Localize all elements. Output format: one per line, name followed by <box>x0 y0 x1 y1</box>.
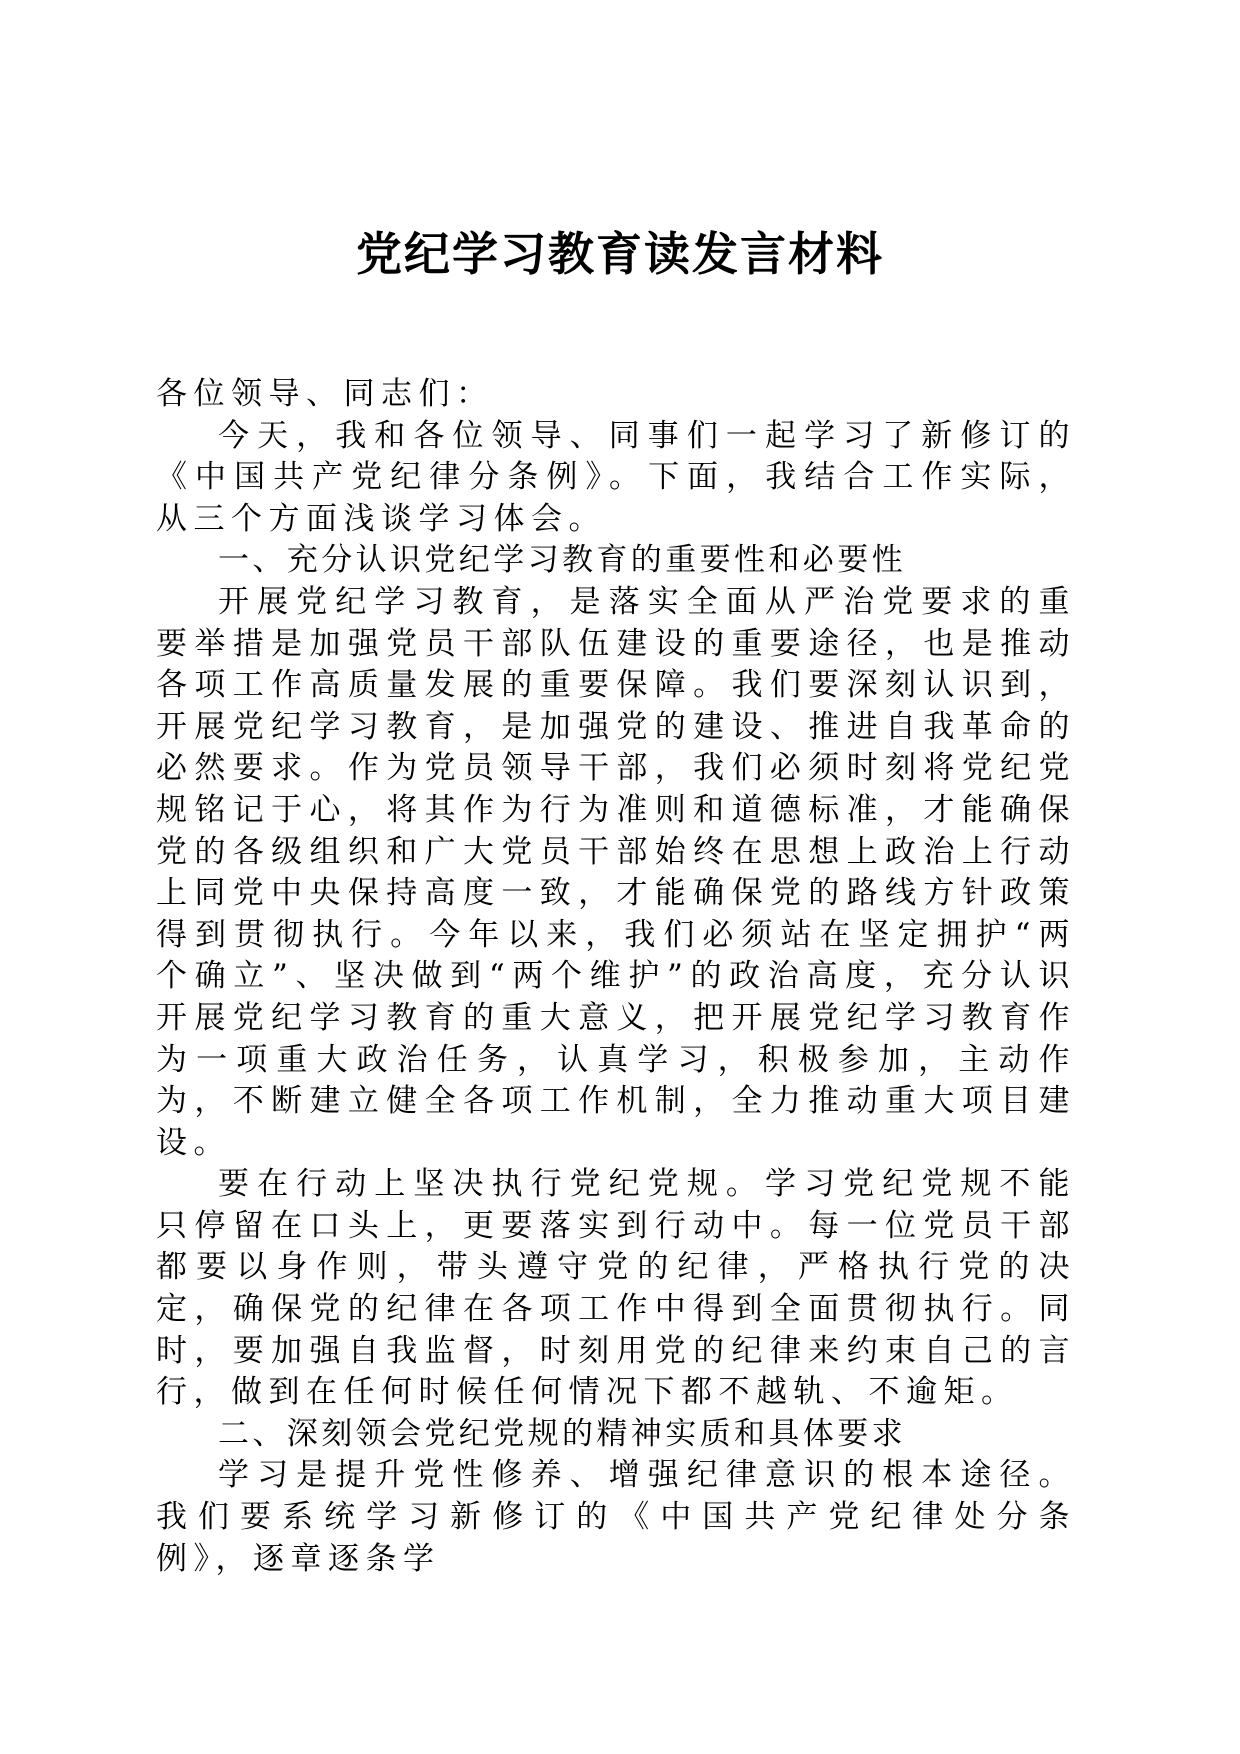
section-1-paragraph-2: 要在行动上坚决执行党纪党规。学习党纪党规不能只停留在口头上，更要落实到行动中。每一位党员干部都要以身作则，带头遵守党的纪律，严格执行党的决定，确保党的纪律在各项工作中得到全面贯彻执行。同时，要加强自我监督，时刻用党的纪律来约束自己的言行，做到在任何时候任何情况下都不越轨、不逾矩。 <box>156 1166 1076 1411</box>
section-2-heading: 二、深刻领会党纪党规的精神实质和具体要求 <box>218 1415 906 1452</box>
section-2-paragraph-1: 学习是提升党性修养、增强纪律意识的根本途径。我们要系统学习新修订的《中国共产党纪律处分条例》，逐章逐条学 <box>156 1457 1076 1577</box>
document-title: 党纪学习教育读发言材料 <box>356 227 884 281</box>
document-body <box>156 374 1076 1580</box>
salutation: 各位领导、同志们： <box>156 376 494 412</box>
intro-paragraph: 今天，我和各位领导、同事们一起学习了新修订的《中国共产党纪律分条例》。下面，我结合工作实际，从三个方面浅谈学习体会。 <box>156 417 1076 537</box>
section-1-paragraph-1: 开展党纪学习教育，是落实全面从严治党要求的重要举措是加强党员干部队伍建设的重要途径，也是推动各项工作高质量发展的重要保障。我们要深刻认识到，开展党纪学习教育，是加强党的建设、推进自我革命的必然要求。作为党员领导干部，我们必须时刻将党纪党规铭记于心，将其作为行为准则和道德标准，才能确保党的各级组织和广大党员干部始终在思想上政治上行动上同党中央保持高度一致，才能确保党的路线方针政策得到贯彻执行。今年以来，我们必须站在坚定拥护“两个确立”、坚决做到“两个维护”的政治高度，充分认识开展党纪学习教育的重大意义，把开展党纪学习教育作为一项重大政治任务，认真学习，积极参加，主动作为，不断建立健全各项工作机制，全力推动重大项目建设。 <box>156 583 1076 1161</box>
section-1-heading: 一、充分认识党纪学习教育的重要性和必要性 <box>218 542 906 579</box>
